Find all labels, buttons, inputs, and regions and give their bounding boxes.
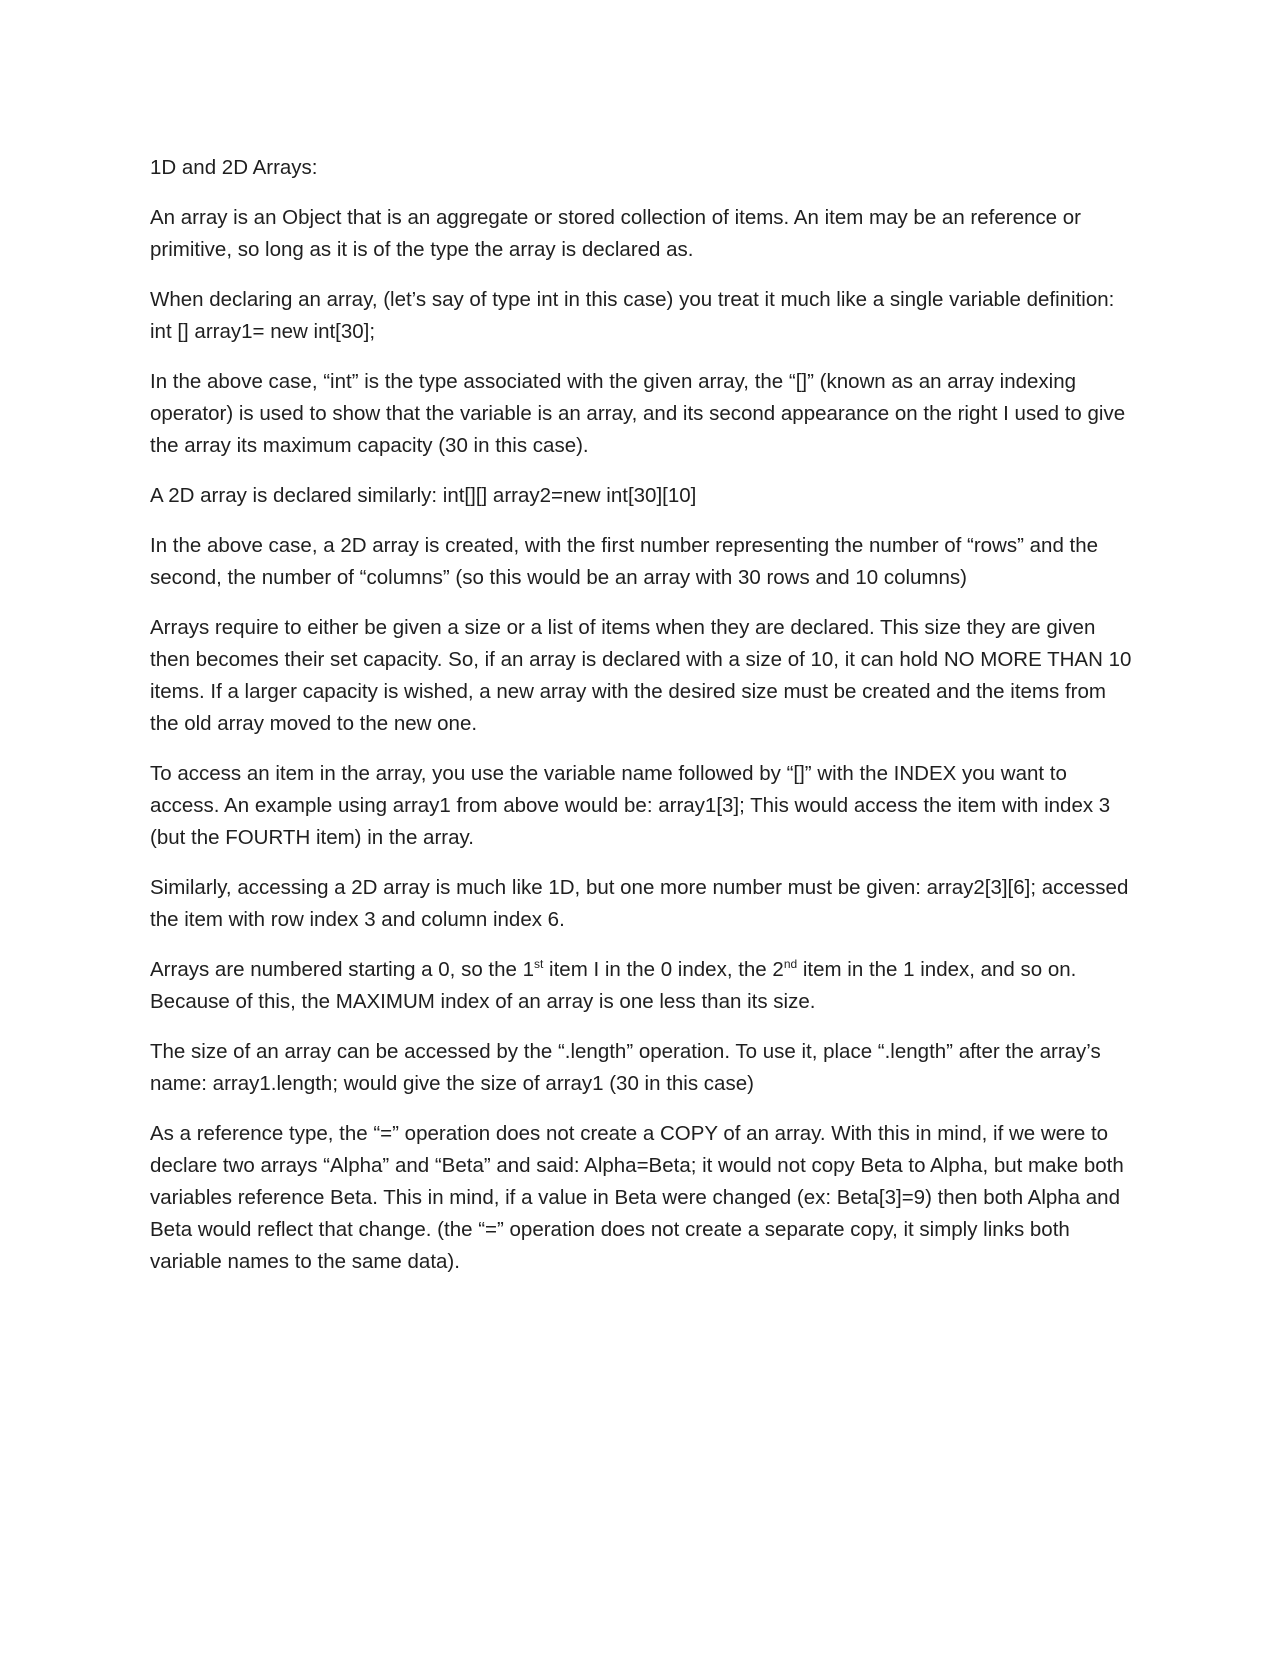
numbering-text-2: item I in the 0 index, the 2 (543, 958, 784, 981)
numbering-text-1: Arrays are numbered starting a 0, so the 1 (150, 958, 535, 981)
paragraph-numbering (150, 954, 1140, 1018)
paragraph-array-definition: An array is an Object that is an aggregate or stored collection of items. An item may be an reference or primitive, so long as it is of the type the array is declared as. (150, 206, 1081, 261)
paragraph-accessing-item: To access an item in the array, you use the variable name followed by “[]” with the INDEX you want to access. An example using array1 from above would be: array1[3]; This would access the item with index 3 (but the FOURTH item) in the array. (150, 762, 1111, 849)
paragraph-reference-type: As a reference type, the “=” operation does not create a COPY of an array. With this in mind, if we were to declare two arrays “Alpha” and “Beta” and said: Alpha=Beta; it would not copy Beta to Alpha, but make both variables reference Beta. This in mind, if a value in Beta were changed (ex: Beta[3]=9) then both Alpha and Beta would reflect that change. (the “=” operation does not create a separate copy, it simply links both variable names to the same data). (150, 1122, 1124, 1273)
superscript-st: st (534, 957, 544, 972)
paragraph-declaring-array: When declaring an array, (let’s say of type int in this case) you treat it much like a single variable definition: int [] array1= new int[30]; (150, 288, 1115, 343)
paragraph-2d-declaration: A 2D array is declared similarly: int[][] array2=new int[30][10] (150, 484, 697, 507)
document-title: 1D and 2D Arrays: (150, 156, 318, 179)
paragraph-length-operation: The size of an array can be accessed by the “.length” operation. To use it, place “.length” after the array’s name: array1.length; would give the size of array1 (30 in this case) (150, 1040, 1101, 1095)
numbering-text-3: item in the 1 index, and so on. Because of this, the MAXIMUM index of an array is one less than its size. (150, 958, 1077, 1013)
paragraph-rows-columns: In the above case, a 2D array is created, with the first number representing the number of “rows” and the second, the number of “columns” (so this would be an array with 30 rows and 10 columns) (150, 534, 1099, 589)
superscript-nd: nd (783, 957, 798, 972)
document-body (150, 152, 1140, 1296)
paragraph-accessing-2d: Similarly, accessing a 2D array is much like 1D, but one more number must be given: array2[3][6]; accessed the item with row index 3 and column index 6. (150, 876, 1129, 931)
paragraph-type-explanation: In the above case, “int” is the type associated with the given array, the “[]” (known as an array indexing operator) is used to show that the variable is an array, and its second appearance on the right I used to give the array its maximum capacity (30 in this case). (150, 370, 1126, 457)
paragraph-array-capacity: Arrays require to either be given a size or a list of items when they are declared. This size they are given then becomes their set capacity. So, if an array is declared with a size of 10, it can hold NO MORE THAN 10 items. If a larger capacity is wished, a new array with the desired size must be created and the items from the old array moved to the new one. (150, 616, 1132, 735)
